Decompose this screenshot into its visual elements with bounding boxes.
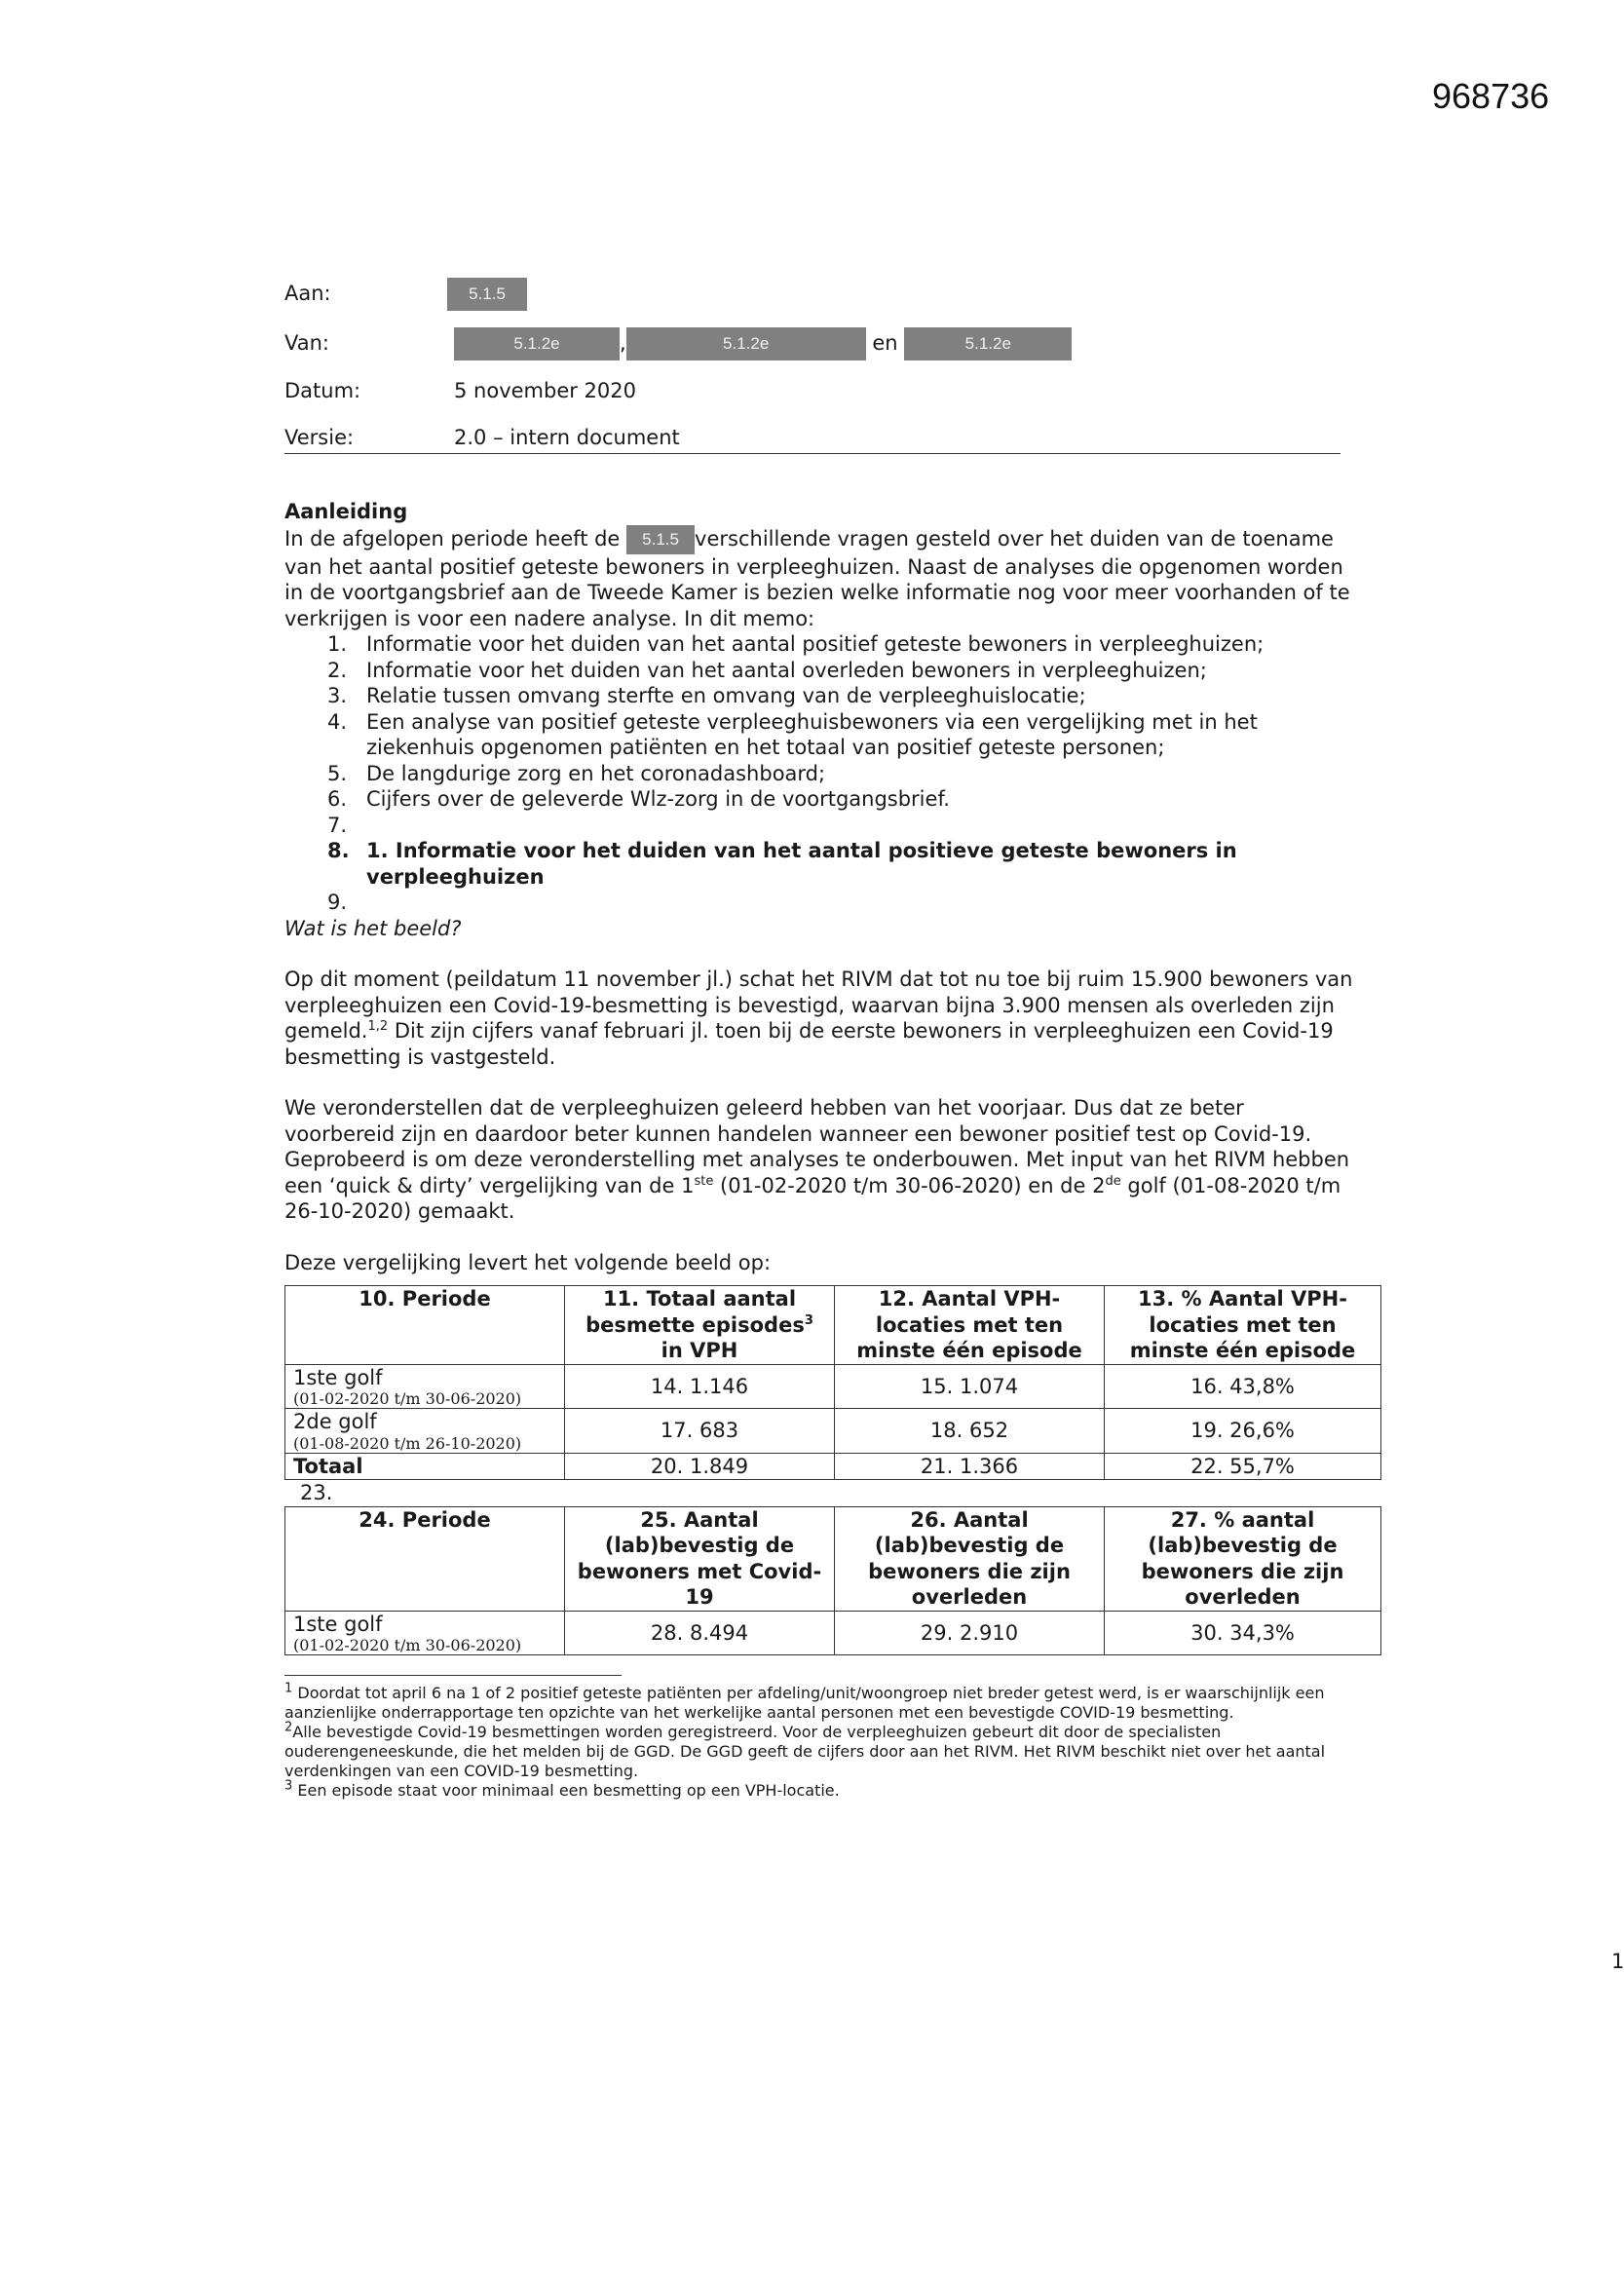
table-total-row	[285, 1453, 1381, 1480]
table-cell: 16. 43,8%	[1105, 1364, 1381, 1409]
table-header-cell: 10. Periode	[285, 1286, 565, 1365]
document-number: 968736	[1432, 76, 1550, 116]
list-item: 6. Cijfers over de geleverde Wlz-zorg in de voortgangsbrief.	[327, 787, 950, 811]
list-item: 1. Informatie voor het duiden van het aantal positief geteste bewoners in verpleeghuizen;	[327, 632, 1265, 656]
section-question: Wat is het beeld?	[284, 916, 462, 940]
table-header-cell: 11. Totaal aantal besmette episodes$^3$ in VPH	[565, 1286, 835, 1365]
paragraph-1: Op dit moment (peildatum 11 november jl.) schat het RIVM dat tot nu toe bij ruim 15.900 bewoners van verpleeghuizen een Covid-19-besmetting is bevestigd, waarvan bijna 3.900 mensen als overleden zijn gemeld.$^{1,2}$ Dit zijn cijfers vanaf februari jl. toen bij de eerste bewoners in verpleeghuizen een Covid-19 besmetting is vastgesteld.	[284, 968, 1353, 1069]
table-header-row	[285, 1506, 1381, 1611]
table-episodes	[284, 1285, 1381, 1480]
table-cell: 19. 26,6%	[1105, 1409, 1381, 1454]
versie-label: Versie:	[284, 426, 355, 449]
footnote: $^1$ Doordat tot april 6 na 1 of 2 positief geteste patiënten per afdeling/unit/woongroep niet breder getest werd, is er waarschijnlijk een aanzienlijke onderrapportage ten opzichte van het werkelijke aantal personen met een bevestigde COVID-19 besmetting.	[284, 1681, 1325, 1722]
redaction-box: 5.1.5	[626, 525, 695, 554]
table-header-cell: 26. Aantal (lab)bevestig de bewoners die zijn overleden	[835, 1506, 1105, 1611]
table-cell: 17. 683	[565, 1409, 835, 1454]
footnote: $^3$ Een episode staat voor minimaal een besmetting op een VPH-locatie.	[284, 1778, 840, 1800]
header-divider	[284, 453, 1341, 454]
paragraph-2: We veronderstellen dat de verpleeghuizen geleerd hebben van het voorjaar. Dus dat ze beter voorbereid zijn en daardoor beter kunnen handelen wanneer een bewoner positief test op Covid-19. Geprobeerd is om deze veronderstelling met analyses te onderbouwen. Met input van het RIVM hebben een ‘quick & dirty’ vergelijking van de 1ste (01-02-2020 t/m 30-06-2020) en de 2de golf (01-08-2020 t/m 26-10-2020) gemaakt.	[284, 1096, 1350, 1223]
van-separator: en	[872, 331, 898, 355]
table-cell: 28. 8.494	[565, 1611, 835, 1655]
van-separator: ,	[620, 331, 626, 355]
redaction-box: 5.1.2e	[904, 327, 1072, 361]
redaction-box: 5.1.2e	[626, 327, 866, 361]
list-item: 4. Een analyse van positief geteste verpleeghuisbewoners via een vergelijking met in het ziekenhuis opgenomen patiënten en het totaal van positief geteste personen;	[327, 709, 1258, 759]
list-item: 9.	[327, 891, 348, 914]
list-item: 8. 1. Informatie voor het duiden van het aantal positieve geteste bewoners in verpleeghuizen	[327, 839, 1237, 889]
table-row	[285, 1364, 1381, 1409]
redaction-box: 5.1.5	[447, 278, 527, 311]
van-label: Van:	[284, 331, 329, 355]
table-row	[285, 1409, 1381, 1454]
table-cell: 2de golf (01-08-2020 t/m 26-10-2020)	[285, 1409, 565, 1454]
table-residents	[284, 1506, 1381, 1656]
table-cell: 15. 1.074	[835, 1364, 1105, 1409]
table-cell: 1ste golf (01-02-2020 t/m 30-06-2020)	[285, 1611, 565, 1655]
table-header-row	[285, 1286, 1381, 1365]
list-item: 5. De langdurige zorg en het coronadashboard;	[327, 761, 826, 785]
table-header-cell: 25. Aantal (lab)bevestig de bewoners met Covid-19	[565, 1506, 835, 1611]
table-cell: 21. 1.366	[835, 1453, 1105, 1480]
table-cell: 18. 652	[835, 1409, 1105, 1454]
table-cell: 30. 34,3%	[1105, 1611, 1381, 1655]
page-number: 1	[1611, 1950, 1624, 1973]
datum-label: Datum:	[284, 379, 361, 402]
table-cell: 22. 55,7%	[1105, 1453, 1381, 1480]
table-cell: 29. 2.910	[835, 1611, 1105, 1655]
table-cell: 20. 1.849	[565, 1453, 835, 1480]
paragraph-3: Deze vergelijking levert het volgende beeld op:	[284, 1250, 772, 1274]
table-header-cell: 27. % aantal (lab)bevestig de bewoners die zijn overleden	[1105, 1506, 1381, 1611]
versie-value: 2.0 – intern document	[454, 426, 680, 449]
footnote: $^2$Alle bevestigde Covid-19 besmettingen worden geregistreerd. Voor de verpleeghuizen gebeurt dit door de specialisten ouderengeneeskunde, die het melden bij de GGD. De GGD geeft de cijfers door aan het RIVM. Het RIVM beschikt niet over het aantal verdenkingen van een COVID-19 besmetting.	[284, 1720, 1326, 1780]
table-header-cell: 12. Aantal VPH-locaties met ten minste één episode	[835, 1286, 1105, 1365]
redaction-box: 5.1.2e	[454, 327, 620, 361]
datum-value: 5 november 2020	[454, 379, 637, 402]
list-item: 2. Informatie voor het duiden van het aantal overleden bewoners in verpleeghuizen;	[327, 658, 1207, 682]
table-row	[285, 1611, 1381, 1655]
memo-body	[284, 499, 1356, 1801]
table-header-cell: 13. % Aantal VPH-locaties met ten minste één episode	[1105, 1286, 1381, 1365]
between-tables-label: 23.	[300, 1481, 333, 1504]
list-item: 7.	[327, 813, 348, 837]
footnote-divider	[284, 1675, 622, 1676]
table-header-cell: 24. Periode	[285, 1506, 565, 1611]
table-cell: 14. 1.146	[565, 1364, 835, 1409]
table-cell: Totaal	[285, 1453, 565, 1480]
aan-label: Aan:	[284, 282, 331, 305]
intro-paragraph: In de afgelopen periode heeft de 5.1.5 verschillende vragen gesteld over het duiden van de toename van het aantal positief geteste bewoners in verpleeghuizen. Naast de analyses die opgenomen worden in de voortgangsbrief aan de Tweede Kamer is bezien welke informatie nog voor meer voorhanden of te verkrijgen is voor een nadere analyse. In dit memo:	[284, 526, 1350, 630]
table-cell: 1ste golf (01-02-2020 t/m 30-06-2020)	[285, 1364, 565, 1409]
footnotes	[284, 1681, 1356, 1801]
section-title: Aanleiding	[284, 500, 408, 523]
list-item: 3. Relatie tussen omvang sterfte en omvang van de verpleeghuislocatie;	[327, 684, 1086, 707]
memo-list	[284, 631, 1356, 916]
